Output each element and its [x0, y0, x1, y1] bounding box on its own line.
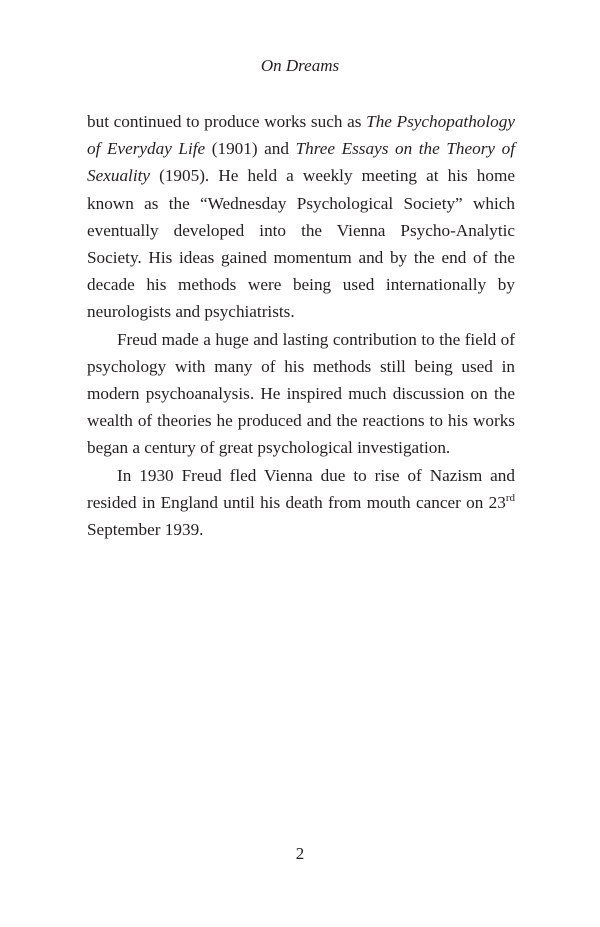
paragraph-1: [87, 108, 515, 326]
book-title-three-essays: Three Essays on the Theory of Sexuality: [87, 139, 516, 186]
text-run: In 1930 Freud fled Vienna due to rise of Nazism and resided in England until his death from mouth cancer on 23: [87, 465, 515, 512]
text-run: but continued to produce works such as: [87, 112, 367, 131]
text-run: (1901) and: [205, 139, 296, 159]
text-run: (1905). He held a weekly meeting at his home known as the “Wednesday Psychological Society” which eventually developed into the Vienna Psycho-Analytic Society. His ideas gained momentum and by the end of the decade his methods were being used internationally by neurologists and psychiatrists.: [87, 166, 515, 322]
paragraph-2: Freud made a huge and lasting contribution to the field of psychology with many of his methods still being used in modern psychoanalysis. He inspired much discussion on the wealth of theories he produced and the reactions to his works began a century of great psychological investigation.: [87, 329, 515, 458]
paragraph-3: [87, 462, 515, 544]
body-text: [87, 108, 515, 543]
page-number: 2: [295, 844, 305, 863]
ordinal-suffix: rd: [505, 491, 515, 504]
running-head: On Dreams: [260, 56, 340, 75]
text-run: September 1939.: [87, 520, 204, 540]
book-title-psychopathology: The Psychopathology of Everyday Life: [87, 112, 515, 159]
